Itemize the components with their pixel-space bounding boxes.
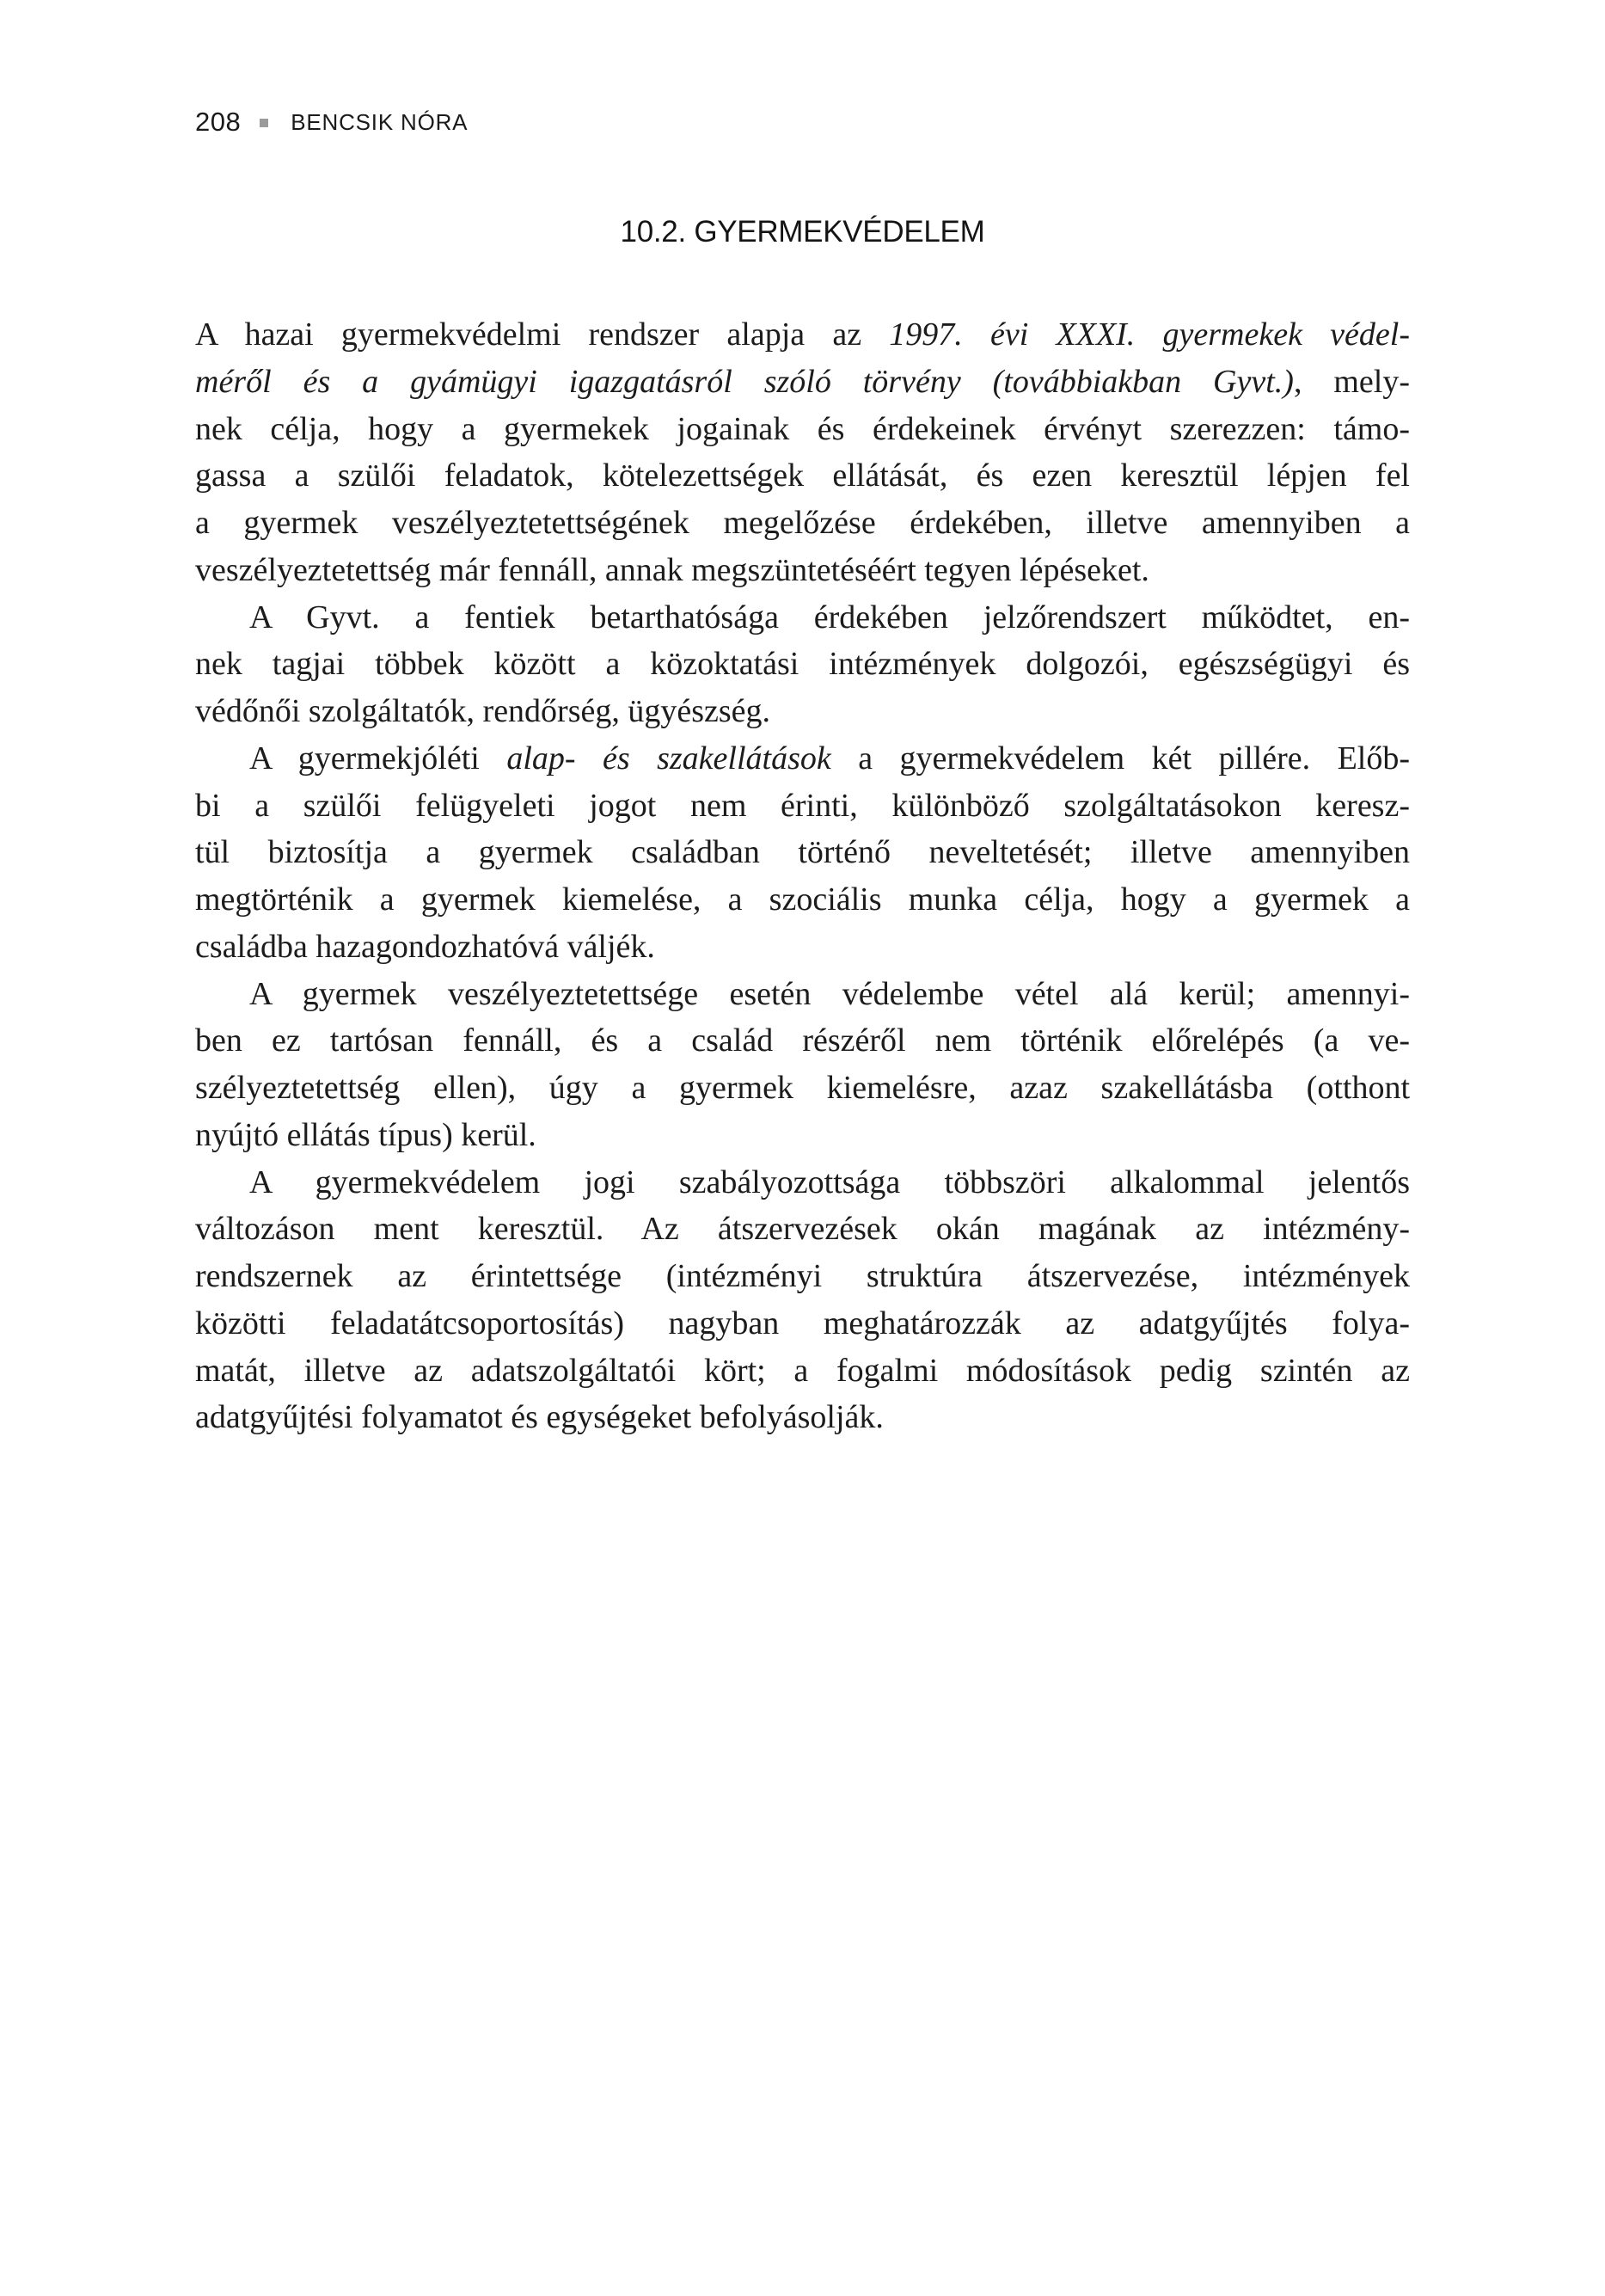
text-line (195, 452, 1410, 500)
text-line (195, 1394, 1410, 1441)
text-run: A gyermekjóléti (249, 740, 507, 777)
text-line (195, 1300, 1410, 1348)
text-line (195, 924, 1410, 971)
text-run: A Gyvt. a fentiek betarthatósága érdekében jelzőrendszert működtet, en- (249, 599, 1410, 635)
text-line (195, 547, 1410, 594)
text-line (195, 1159, 1410, 1206)
text-line (195, 359, 1410, 406)
author-name: BENCSIK NÓRA (291, 108, 469, 135)
text-run: védőnői szolgáltatók, rendőrség, ügyészség. (195, 693, 771, 729)
text-run: a gyermekvédelem két pillére. Előb- (830, 740, 1410, 777)
text-run: tül biztosítja a gyermek családban történő neveltetését; illetve amennyiben (195, 834, 1410, 871)
text-line (195, 1112, 1410, 1159)
text-run: veszélyeztetettség már fennáll, annak megszüntetéséért tegyen lépéseket. (195, 551, 1149, 588)
text-line (195, 971, 1410, 1018)
text-line (195, 1206, 1410, 1253)
text-line (195, 406, 1410, 453)
text-run: közötti feladatátcsoportosítás) nagyban meghatározzák az adatgyűjtés folya- (195, 1305, 1410, 1341)
text-run: A hazai gyermekvédelmi rendszer alapja az (195, 316, 890, 353)
text-run: nek célja, hogy a gyermekek jogainak és érdekeinek érvényt szerezzen: támo- (195, 410, 1410, 447)
text-line (195, 641, 1410, 688)
text-line (195, 688, 1410, 735)
text-line (195, 594, 1410, 642)
square-bullet-icon (260, 119, 268, 127)
text-line (195, 1065, 1410, 1112)
text-line (195, 311, 1410, 359)
running-header (195, 107, 468, 138)
text-run: változáson ment keresztül. Az átszervezések okán magának az intézmény- (195, 1211, 1410, 1248)
italic-text-run: méről és a gyámügyi igazgatásról szóló törvény (továbbiakban Gyvt.) (195, 363, 1294, 400)
italic-text-run: alap- és szakellátások (506, 740, 831, 777)
text-run: bi a szülői felügyeleti jogot nem érinti, különböző szolgáltatásokon keresz- (195, 787, 1410, 824)
text-run: a gyermek veszélyeztetettségének megelőzése érdekében, illetve amennyiben a (195, 505, 1410, 541)
text-run: , mely- (1293, 363, 1410, 400)
section-title: 10.2. GYERMEKVÉDELEM (620, 215, 985, 249)
text-line (195, 829, 1410, 876)
text-run: megtörténik a gyermek kiemelése, a szociális munka célja, hogy a gyermek a (195, 881, 1410, 918)
text-run: A gyermek veszélyeztetettsége esetén védelembe vétel alá kerül; amennyi- (249, 975, 1410, 1012)
text-run: adatgyűjtési folyamatot és egységeket befolyásolják. (195, 1399, 884, 1436)
text-run: családba hazagondozhatóvá váljék. (195, 928, 655, 965)
text-run: nek tagjai többek között a közoktatási intézmények dolgozói, egészségügyi és (195, 646, 1410, 683)
text-line (195, 1017, 1410, 1065)
italic-text-run: 1997. évi XXXI. gyermekek védel- (889, 316, 1410, 353)
text-line (195, 876, 1410, 924)
page-number: 208 (195, 107, 242, 137)
text-run: nyújtó ellátás típus) kerül. (195, 1116, 536, 1153)
text-line (195, 1253, 1410, 1300)
text-run: matát, illetve az adatszolgáltatói kört; a fogalmi módosítások pedig szintén az (195, 1352, 1410, 1389)
text-line (195, 735, 1410, 783)
text-line (195, 1348, 1410, 1395)
text-line (195, 783, 1410, 830)
body-paragraphs (195, 311, 1410, 1441)
text-run: rendszernek az érintettsége (intézményi struktúra átszervezése, intézmények (195, 1258, 1410, 1294)
text-line (195, 500, 1410, 547)
text-run: gassa a szülői feladatok, kötelezettségek ellátását, és ezen keresztül lépjen fel (195, 457, 1410, 494)
text-run: szélyeztetettség ellen), úgy a gyermek kiemelésre, azaz szakellátásba (otthont (195, 1070, 1410, 1106)
text-run: ben ez tartósan fennáll, és a család részéről nem történik előrelépés (a ve- (195, 1022, 1410, 1059)
text-run: A gyermekvédelem jogi szabályozottsága többszöri alkalommal jelentős (249, 1163, 1410, 1200)
